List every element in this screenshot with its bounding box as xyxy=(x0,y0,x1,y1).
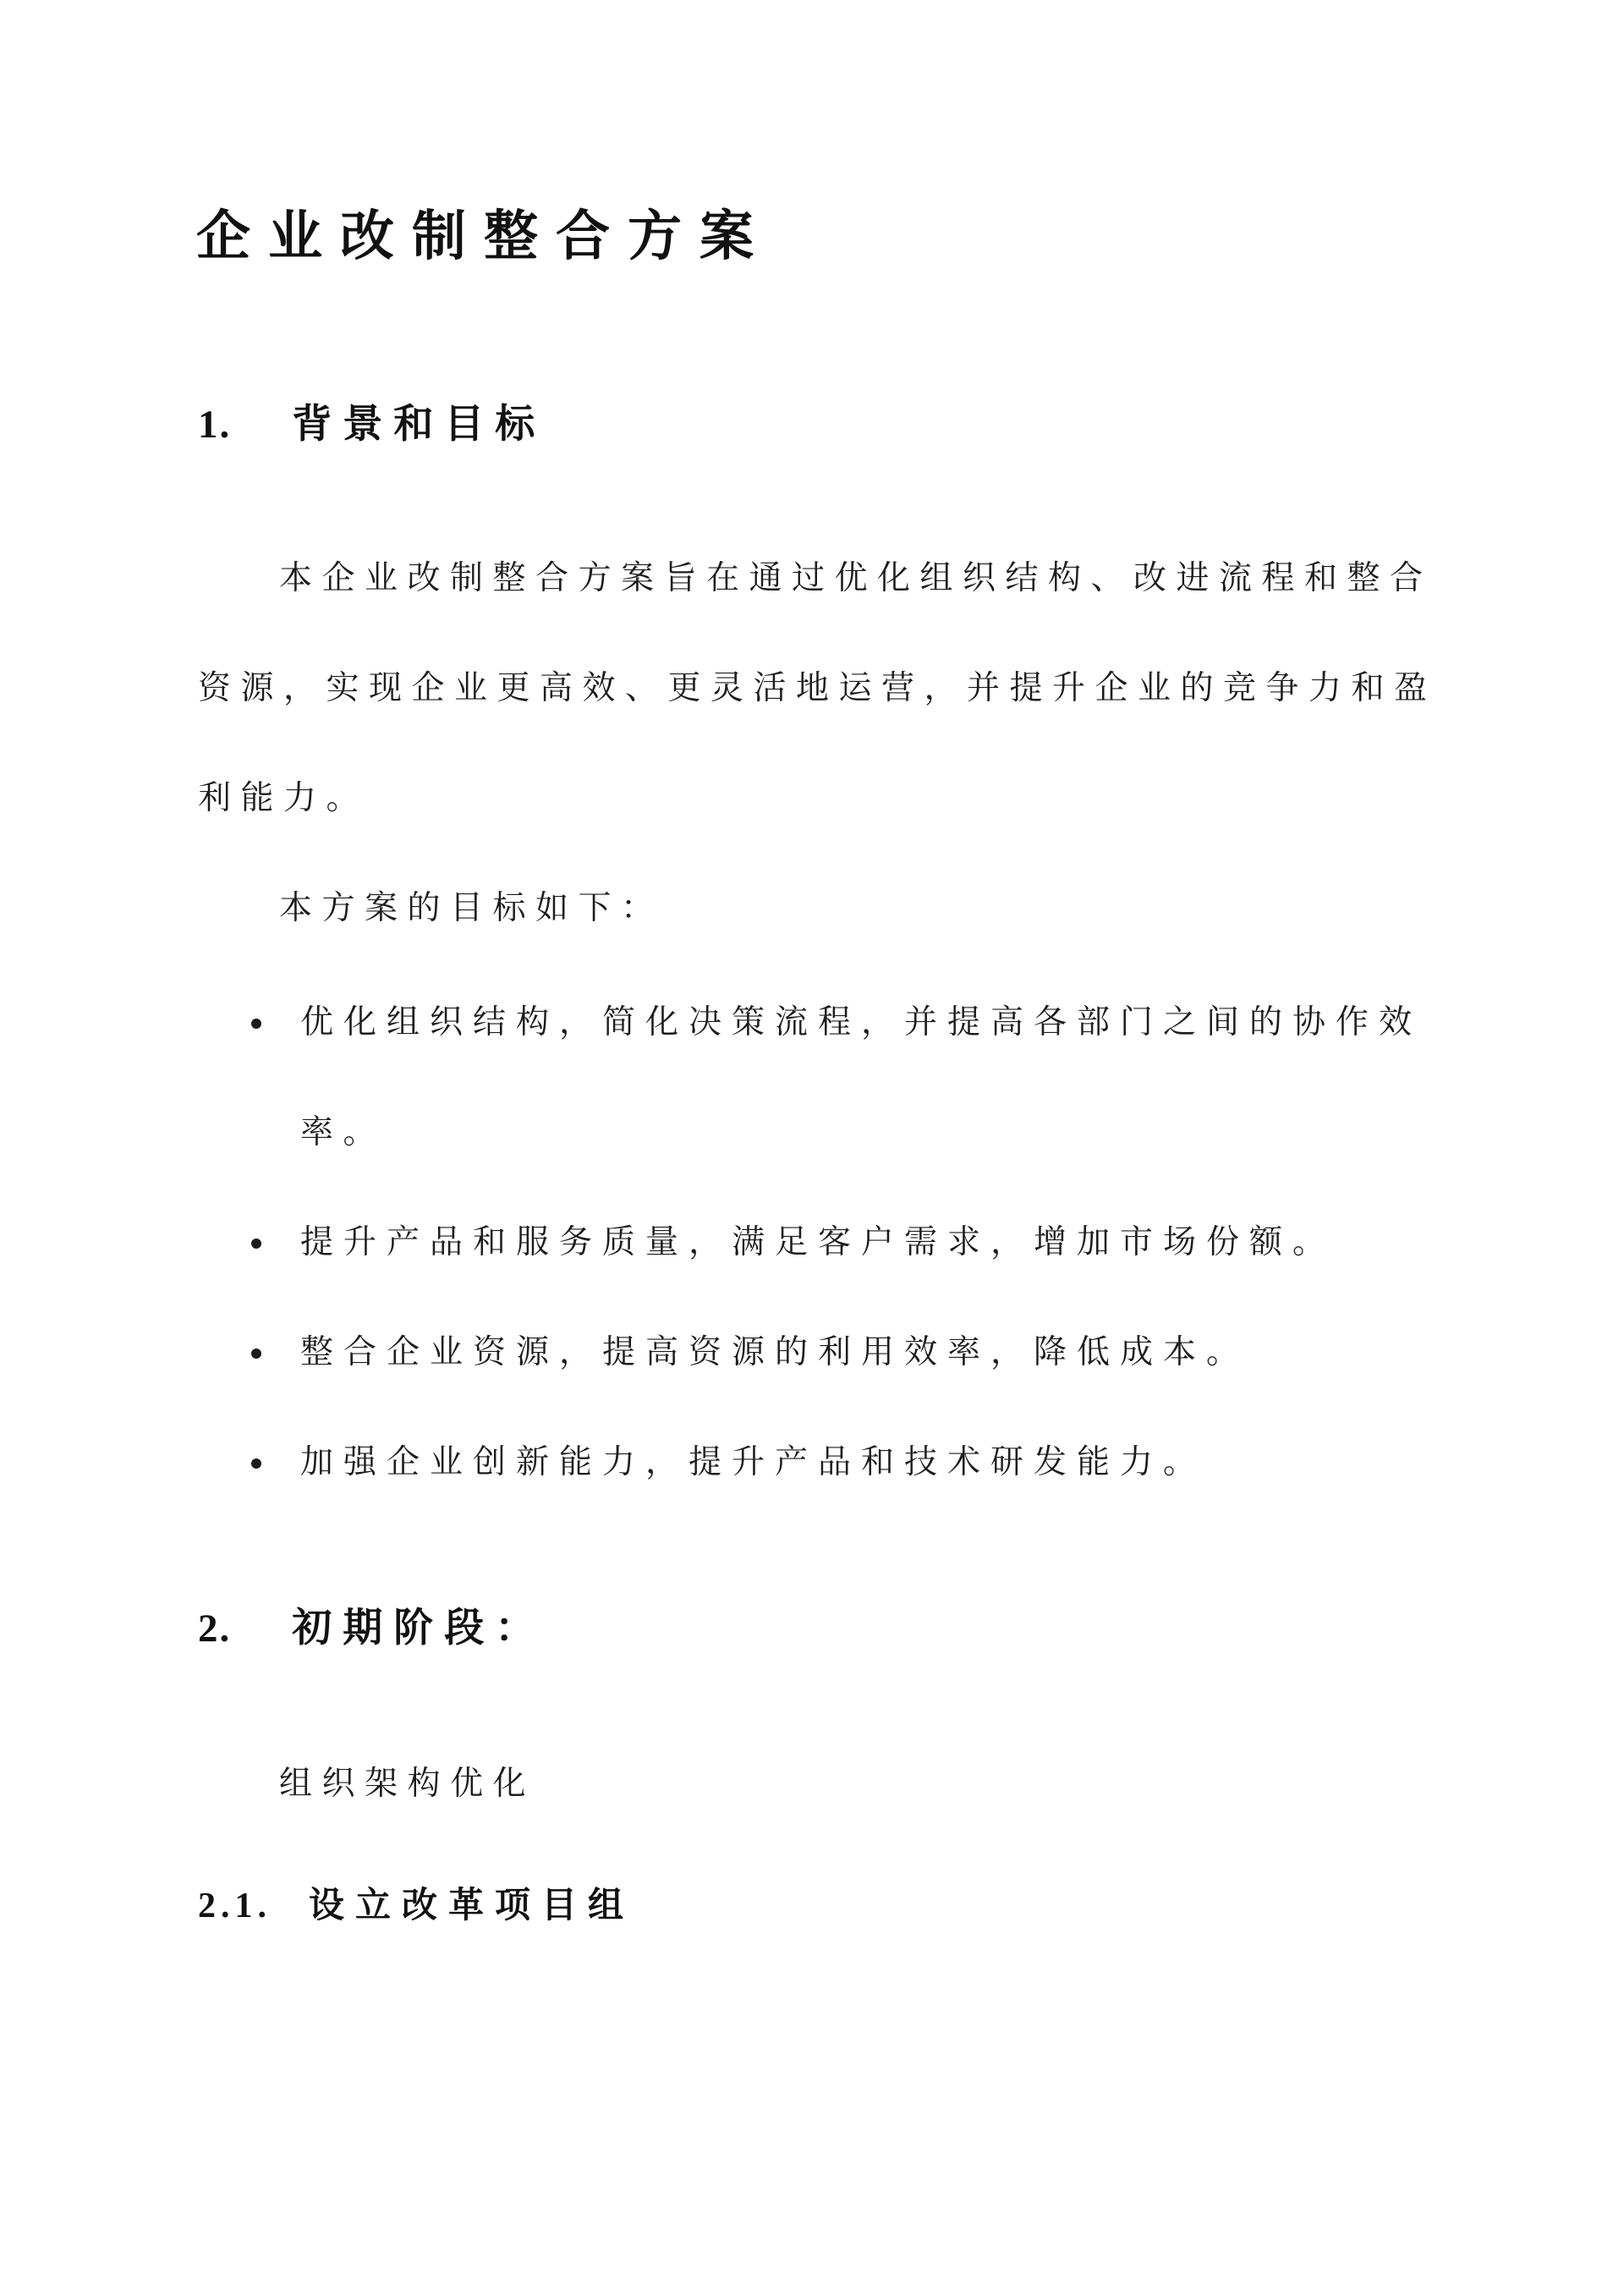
goal-4-text: 加强企业创新能力，提升产品和技术研发能力。 xyxy=(300,1444,1207,1480)
goal-1-continuation: 率。 xyxy=(300,1114,387,1151)
subsection-2-1-heading-text: 设立改革项目组 xyxy=(309,1887,635,1925)
section-2-number: 2. xyxy=(198,1607,232,1651)
document-title: 企业改制整合方案 xyxy=(196,206,771,266)
section-1-heading xyxy=(198,402,546,448)
goals-intro: 本方案的目标如下： xyxy=(279,890,664,926)
bullet-icon xyxy=(251,1019,261,1029)
goal-list-item xyxy=(251,1333,1249,1373)
section-2-heading xyxy=(198,1606,546,1651)
goal-list-item xyxy=(251,1443,1206,1483)
bullet-icon xyxy=(251,1458,261,1469)
paragraph-line-3: 利能力。 xyxy=(198,780,370,816)
subsection-2-1-heading xyxy=(198,1885,634,1927)
section-1-heading-text: 背景和目标 xyxy=(292,403,546,447)
paragraph-line-1: 本企业改制整合方案旨在通过优化组织结构、改进流程和整合 xyxy=(279,560,1433,596)
goal-1-text: 优化组织结构，简化决策流程，并提高各部门之间的协作效 xyxy=(300,1004,1423,1041)
goal-list-item xyxy=(251,1223,1336,1263)
section-2-intro: 组织架构优化 xyxy=(279,1766,536,1802)
section-2-heading-text: 初期阶段： xyxy=(292,1607,546,1651)
section-1-number: 1. xyxy=(198,403,232,447)
goal-list-item xyxy=(251,1003,1422,1043)
goal-3-text: 整合企业资源，提高资源的利用效率，降低成本。 xyxy=(300,1334,1250,1370)
bullet-icon xyxy=(251,1239,261,1249)
goal-2-text: 提升产品和服务质量，满足客户需求，增加市场份额。 xyxy=(300,1224,1336,1261)
subsection-2-1-number: 2.1. xyxy=(198,1887,272,1925)
bullet-icon xyxy=(251,1348,261,1359)
paragraph-line-2: 资源，实现企业更高效、更灵活地运营，并提升企业的竞争力和盈 xyxy=(198,670,1437,706)
